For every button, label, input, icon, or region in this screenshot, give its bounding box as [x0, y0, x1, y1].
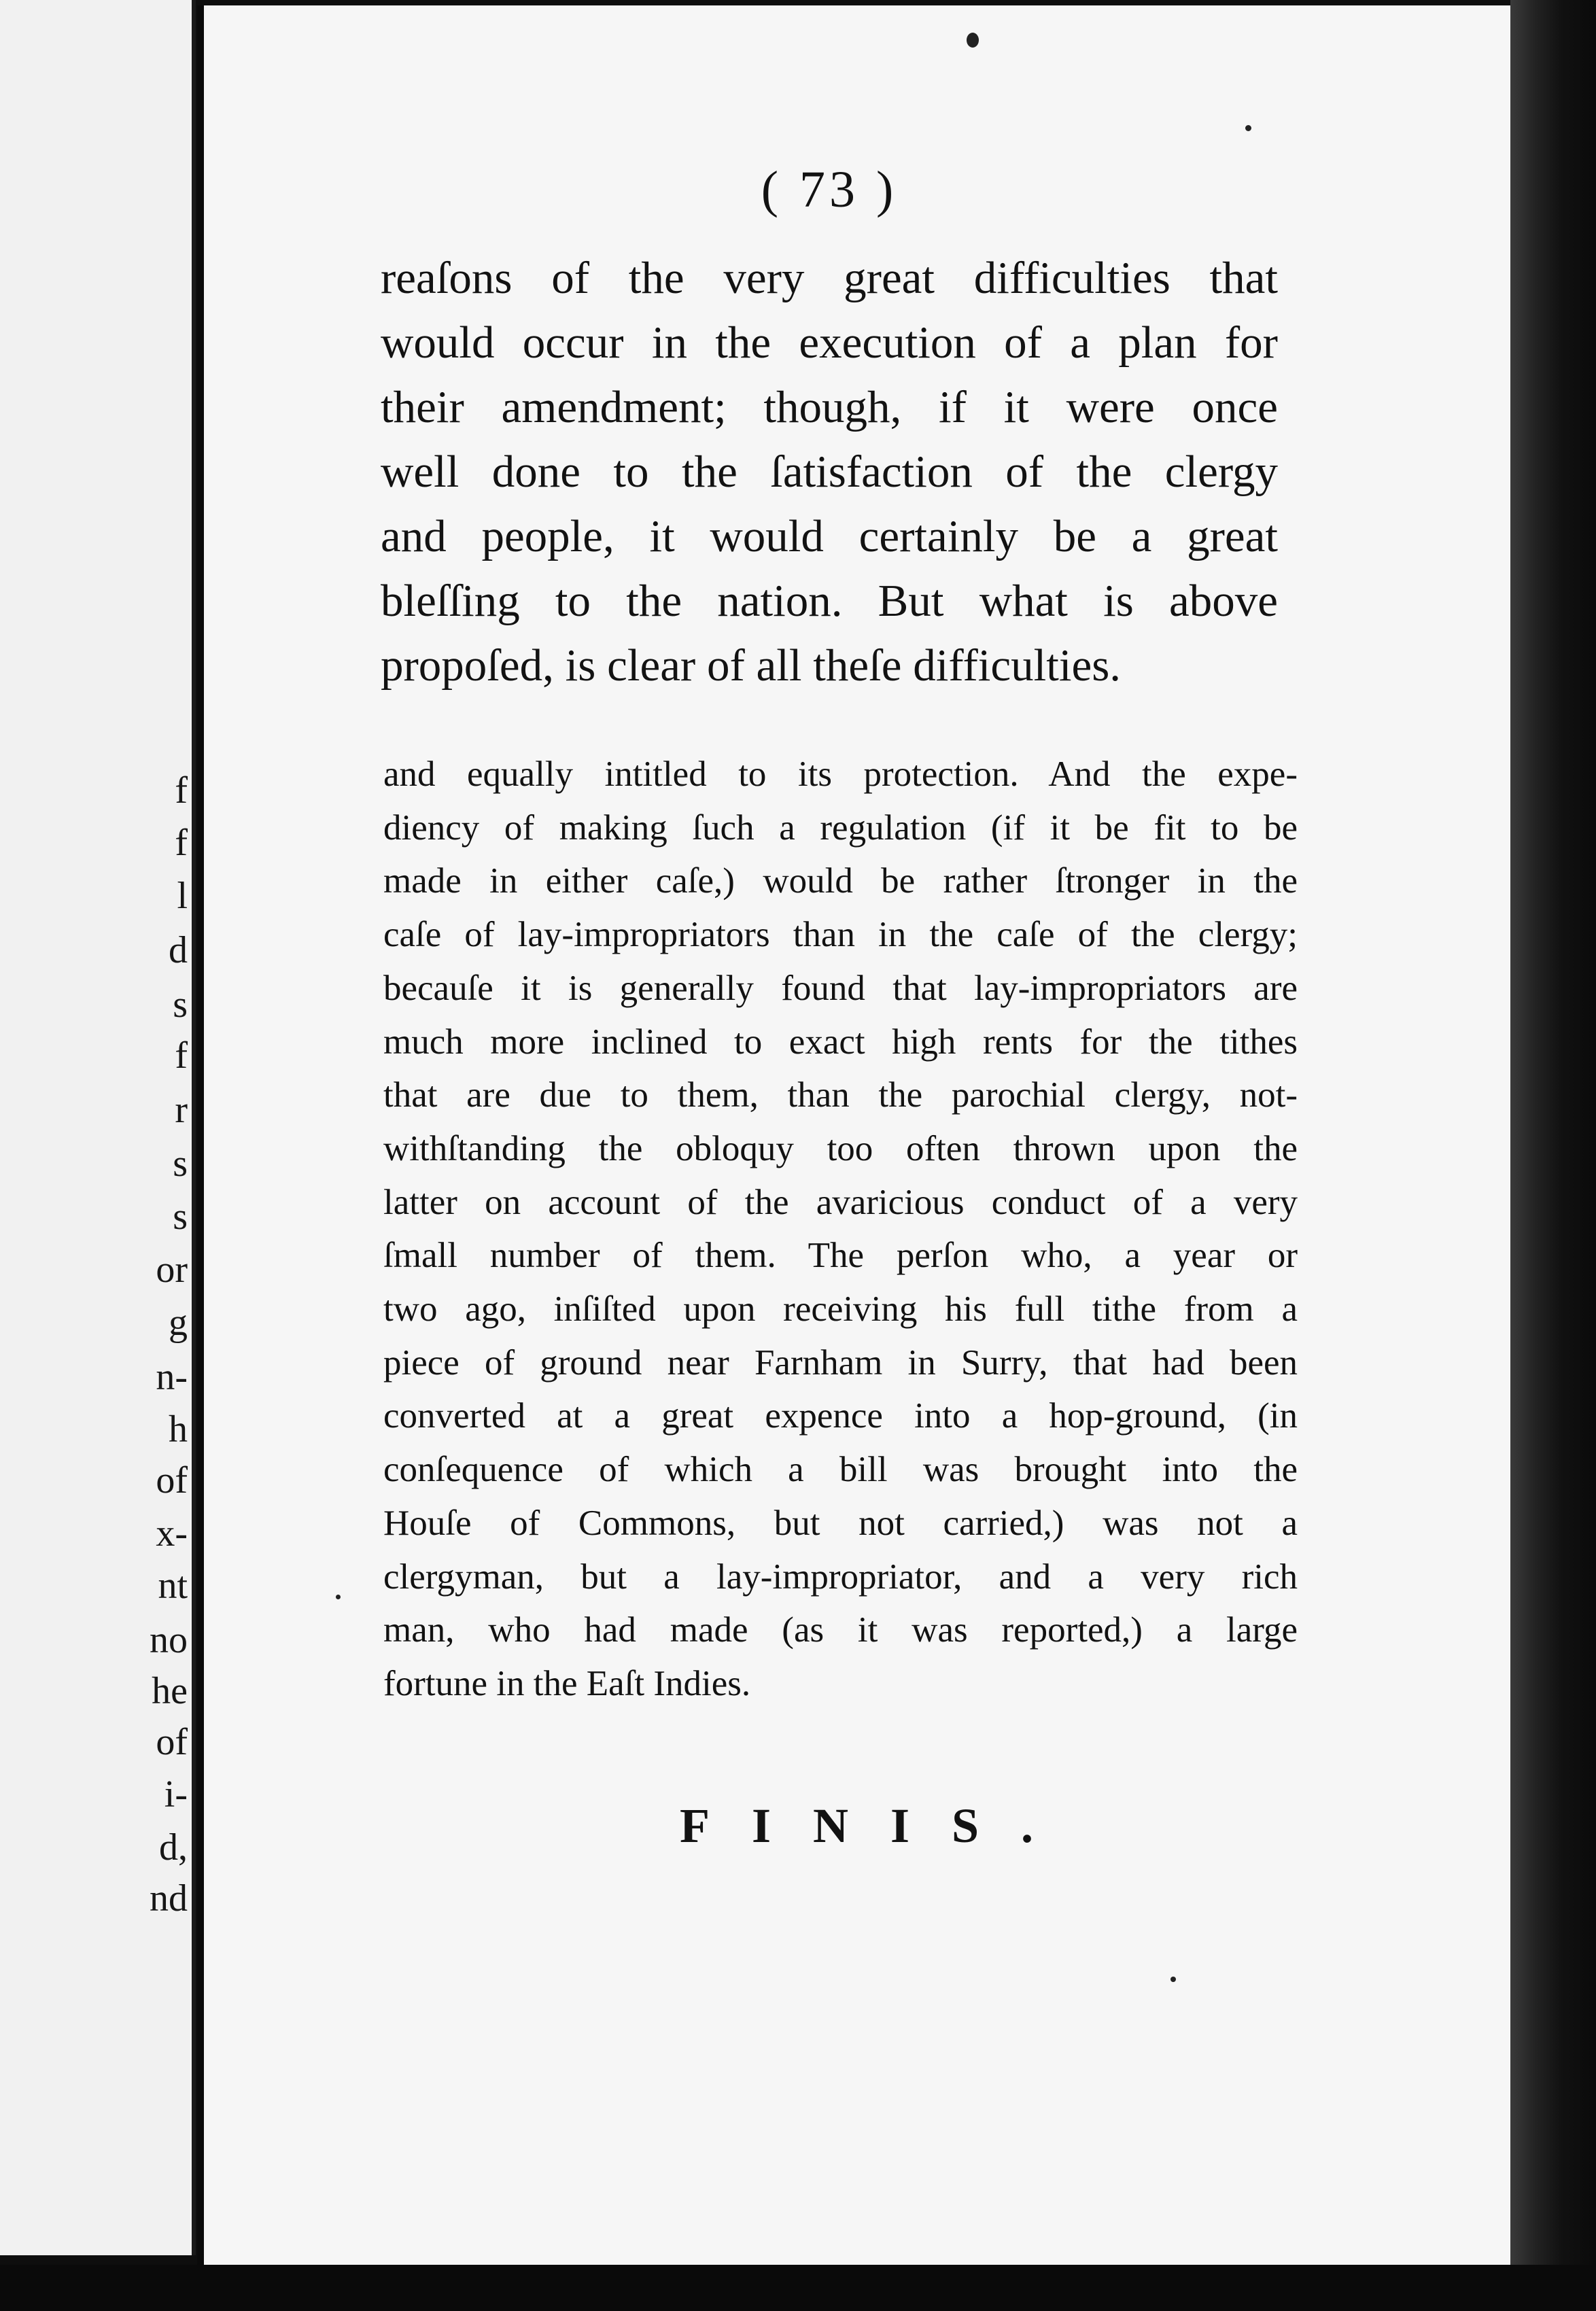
- facing-page-fragment: f: [175, 822, 188, 864]
- facing-page-fragment: s: [173, 984, 188, 1026]
- footnote-line: and equally intitled to its protection. And the expe-: [383, 754, 1298, 794]
- main-paragraph: [381, 246, 1278, 698]
- footnote-line: latter on account of the avaricious conduct of a very: [383, 1182, 1298, 1222]
- footnote-line: converted at a great expence into a hop-ground, (in: [383, 1396, 1298, 1436]
- facing-page-fragment: or: [156, 1249, 188, 1291]
- footnote-line: ſmall number of them. The perſon who, a year or: [383, 1236, 1298, 1276]
- footnote-line: that are due to them, than the parochial clergy, not-: [383, 1075, 1298, 1115]
- facing-page-fragment: nd: [150, 1877, 188, 1919]
- facing-page-fragment: l: [177, 875, 188, 917]
- facing-page-fragment: f: [175, 769, 188, 812]
- scan-border: [0, 2265, 1596, 2311]
- facing-page-fragment: n-: [156, 1356, 188, 1398]
- facing-page-fragment: he: [152, 1670, 188, 1712]
- ink-speck: [1170, 1977, 1176, 1982]
- text-line: bleſſing to the nation. But what is above: [381, 576, 1278, 626]
- ink-speck: [336, 1595, 341, 1599]
- facing-page-fragment: h: [169, 1408, 188, 1450]
- facing-page-fragment: of: [156, 1721, 188, 1763]
- footnote-line: clergyman, but a lay-impropriator, and a very rich: [383, 1557, 1298, 1597]
- footnote-line: fortune in the Eaſt Indies.: [383, 1663, 751, 1703]
- footnote-line: piece of ground near Farnham in Surry, that had been: [383, 1342, 1298, 1383]
- text-line: would occur in the execution of a plan for: [381, 317, 1278, 368]
- text-line: propoſed, is clear of all theſe difficulties.: [381, 640, 1122, 691]
- footnote-line: diency of making ſuch a regulation (if it be fit to be: [383, 807, 1298, 848]
- footnote-paragraph: [383, 748, 1298, 1711]
- binding-edge: [1510, 0, 1596, 2311]
- facing-page-fragment: r: [175, 1089, 188, 1131]
- footnote-line: conſequence of which a bill was brought into the: [383, 1450, 1298, 1490]
- footnote-line: two ago, inſiſted upon receiving his full tithe from a: [383, 1289, 1298, 1330]
- footnote-line: caſe of lay-impropriators than in the caſe of the clergy;: [383, 915, 1298, 955]
- text-line: reaſons of the very great difficulties that: [381, 253, 1278, 303]
- footnote-line: man, who had made (as it was reported,) a large: [383, 1610, 1298, 1650]
- facing-page-fragment: s: [173, 1143, 188, 1185]
- footnote-line: made in either caſe,) would be rather ſtronger in the: [383, 861, 1298, 901]
- footnote-line: Houſe of Commons, but not carried,) was not a: [383, 1503, 1298, 1543]
- footnote-line: becauſe it is generally found that lay-impropriators are: [383, 968, 1298, 1008]
- text-line: their amendment; though, if it were once: [381, 382, 1278, 432]
- facing-page-fragment: s: [173, 1196, 188, 1238]
- facing-page-fragment: g: [169, 1302, 188, 1344]
- facing-page-edge: [0, 0, 196, 2255]
- ink-speck: [1245, 125, 1251, 131]
- facing-page-fragment: nt: [158, 1565, 188, 1607]
- text-line: well done to the ſatisfaction of the clergy: [381, 447, 1278, 497]
- page-number: ( 73 ): [761, 161, 898, 218]
- facing-page-fragment: x-: [156, 1512, 188, 1554]
- footnote-line: much more inclined to exact high rents for the tithes: [383, 1022, 1298, 1062]
- text-line: and people, it would certainly be a great: [381, 511, 1278, 561]
- facing-page-fragment: f: [175, 1035, 188, 1077]
- finis-heading: FINIS.: [680, 1799, 1076, 1853]
- facing-page-fragment: no: [150, 1619, 188, 1661]
- facing-page-fragment: i-: [164, 1773, 188, 1815]
- facing-page-fragment: d,: [159, 1826, 188, 1869]
- facing-page-fragment: d: [169, 929, 188, 971]
- facing-page-fragment: of: [156, 1459, 188, 1501]
- footnote-line: withſtanding the obloquy too often thrown upon the: [383, 1128, 1298, 1168]
- ink-speck: [967, 33, 979, 48]
